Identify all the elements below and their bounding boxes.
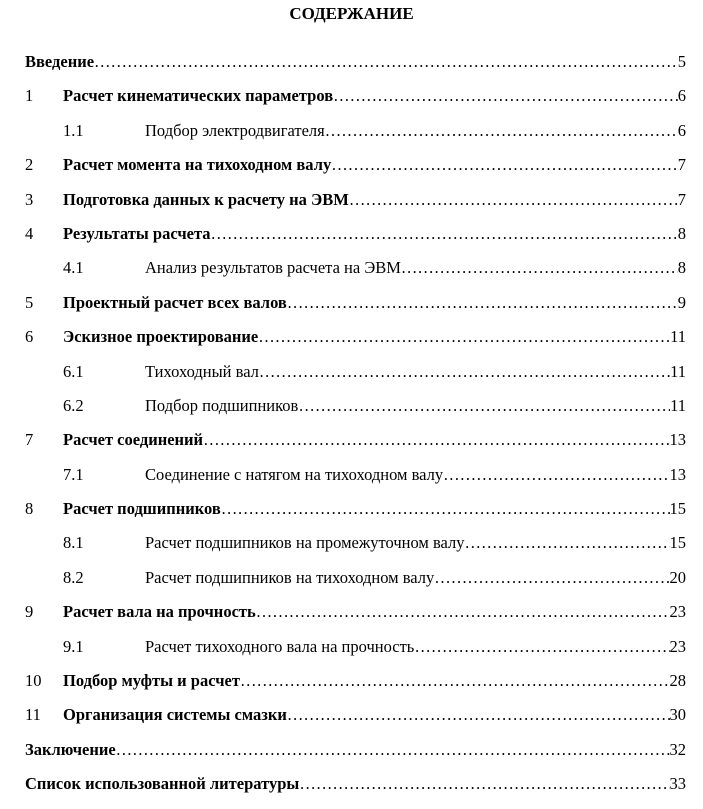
- toc-entry-page: 13: [669, 430, 686, 450]
- toc-entry-page: 9: [677, 292, 686, 312]
- toc-entry-title: Введение: [25, 52, 95, 71]
- toc-dot-leader: [287, 293, 678, 313]
- toc-entry-title: Организация системы смазки: [63, 705, 287, 725]
- toc-entry-number: 4.1: [63, 258, 84, 278]
- toc-dot-leader: [240, 671, 670, 691]
- toc-dot-leader: [203, 430, 669, 450]
- toc-entry-page: 23: [669, 602, 686, 622]
- toc-entry[interactable]: [25, 396, 686, 430]
- toc-entry-title: Расчет подшипников на тихоходном валу: [145, 567, 435, 587]
- toc-entry-title: Расчет подшипников на промежуточном валу: [145, 533, 465, 553]
- toc-entry-page: 13: [669, 464, 686, 484]
- toc-entry[interactable]: [25, 533, 686, 567]
- toc-entry-title: Заключение: [25, 739, 116, 759]
- toc-entry-title: Результаты расчета: [63, 223, 211, 243]
- toc-entry-number: 8: [25, 499, 34, 519]
- toc-entry[interactable]: [25, 740, 686, 774]
- toc-entry-title: Расчет кинематических параметров: [63, 86, 334, 106]
- toc-entry-page: 7: [677, 155, 686, 175]
- toc-entry-title: Эскизное проектирование: [63, 327, 259, 347]
- toc-entry-number: 9.1: [63, 636, 84, 656]
- toc-dot-leader: [299, 774, 669, 794]
- toc-dot-leader: [298, 396, 670, 416]
- toc-entry[interactable]: [25, 224, 686, 258]
- toc-entry-page: 32: [669, 739, 686, 759]
- toc-entry-page: 33: [669, 774, 686, 794]
- toc-entry[interactable]: [25, 293, 686, 327]
- toc-dot-leader: [221, 499, 670, 519]
- toc-entry-title: Список использованной литературы: [25, 774, 300, 794]
- toc-entry[interactable]: [25, 499, 686, 533]
- toc-entry-number: 11: [25, 705, 41, 725]
- toc-entry-title: Анализ результатов расчета на ЭВМ: [145, 258, 401, 278]
- toc-entry-number: 5: [25, 292, 34, 312]
- toc-entry[interactable]: [25, 430, 686, 464]
- toc-entry[interactable]: [25, 671, 686, 705]
- toc-entry-page: 20: [669, 567, 686, 587]
- toc-entry-page: 11: [670, 395, 686, 415]
- toc-entry-title: Расчет момента на тихоходном валу: [63, 155, 332, 175]
- toc-title: СОДЕРЖАНИЕ: [289, 4, 414, 23]
- toc-dot-leader: [325, 121, 678, 141]
- toc-entry-page: 6: [677, 86, 686, 106]
- toc-entry-page: 15: [669, 499, 686, 519]
- toc-entry[interactable]: [25, 774, 686, 808]
- toc-dot-leader: [434, 568, 669, 588]
- toc-entry-page: 8: [677, 258, 686, 278]
- toc-dot-leader: [465, 533, 670, 553]
- toc-entry-title: Подбор электродвигателя: [145, 120, 325, 140]
- toc-dot-leader: [333, 86, 678, 106]
- toc-entry-number: 10: [25, 671, 42, 691]
- toc-dot-leader: [94, 52, 678, 72]
- toc-entry-page: 8: [677, 223, 686, 243]
- toc-entry-page: 7: [677, 189, 686, 209]
- toc-entry-number: 2: [25, 155, 34, 175]
- toc-entry-title: Расчет тихоходного вала на прочность: [145, 636, 415, 656]
- toc-entry-title: Подбор подшипников: [145, 395, 299, 415]
- toc-entry-title: Расчет вала на прочность: [63, 602, 256, 622]
- toc-entry-number: 6: [25, 327, 34, 347]
- toc-entry[interactable]: [25, 362, 686, 396]
- toc-entry-title: Соединение с натягом на тихоходном валу: [145, 464, 444, 484]
- toc-dot-leader: [414, 637, 669, 657]
- toc-dot-leader: [287, 705, 670, 725]
- toc-entry[interactable]: [25, 327, 686, 361]
- toc-entry-page: 6: [677, 120, 686, 140]
- toc-entry-number: 8.1: [63, 533, 84, 553]
- toc-entry[interactable]: [25, 465, 686, 499]
- toc-dot-leader: [256, 602, 670, 622]
- toc-entry-number: 3: [25, 189, 34, 209]
- toc-entry[interactable]: [25, 155, 686, 189]
- toc-entry-page: 15: [669, 533, 686, 553]
- toc-dot-leader: [401, 258, 678, 278]
- toc-entry-page: 11: [670, 361, 686, 381]
- toc-entry[interactable]: [25, 602, 686, 636]
- toc-entry-number: 6.2: [63, 395, 84, 415]
- toc-dot-leader: [116, 740, 670, 760]
- toc-entry-number: 1.1: [63, 120, 84, 140]
- table-of-contents: [25, 52, 686, 809]
- toc-entry-page: 5: [677, 52, 686, 71]
- toc-dot-leader: [331, 155, 678, 175]
- toc-entry-number: 9: [25, 602, 34, 622]
- toc-entry-title: Расчет подшипников: [63, 499, 221, 519]
- toc-entry-title: Проектный расчет всех валов: [63, 292, 287, 312]
- toc-entry-number: 7: [25, 430, 34, 450]
- toc-entry-number: 4: [25, 223, 34, 243]
- toc-entry-title: Расчет соединений: [63, 430, 204, 450]
- toc-dot-leader: [349, 190, 678, 210]
- toc-entry-page: 28: [669, 671, 686, 691]
- toc-entry-title: Тихоходный вал: [145, 361, 259, 381]
- toc-entry-title: Подбор муфты и расчет: [63, 671, 240, 691]
- toc-entry-number: 6.1: [63, 361, 84, 381]
- toc-entry[interactable]: [25, 637, 686, 671]
- toc-entry[interactable]: [25, 190, 686, 224]
- toc-entry-title: Подготовка данных к расчету на ЭВМ: [63, 189, 349, 209]
- toc-entry[interactable]: [25, 568, 686, 602]
- toc-entry-page: 30: [669, 705, 686, 725]
- toc-entry-number: 8.2: [63, 567, 84, 587]
- toc-entry[interactable]: [25, 52, 686, 86]
- toc-entry-number: 1: [25, 86, 34, 106]
- toc-dot-leader: [259, 362, 670, 382]
- toc-entry-page: 11: [670, 327, 686, 347]
- toc-dot-leader: [211, 224, 678, 244]
- toc-entry[interactable]: [25, 86, 686, 120]
- toc-entry[interactable]: [25, 705, 686, 739]
- toc-dot-leader: [258, 327, 670, 347]
- toc-entry-page: 23: [669, 636, 686, 656]
- toc-entry[interactable]: [25, 258, 686, 292]
- toc-entry[interactable]: [25, 121, 686, 155]
- toc-entry-number: 7.1: [63, 464, 84, 484]
- toc-dot-leader: [443, 465, 669, 485]
